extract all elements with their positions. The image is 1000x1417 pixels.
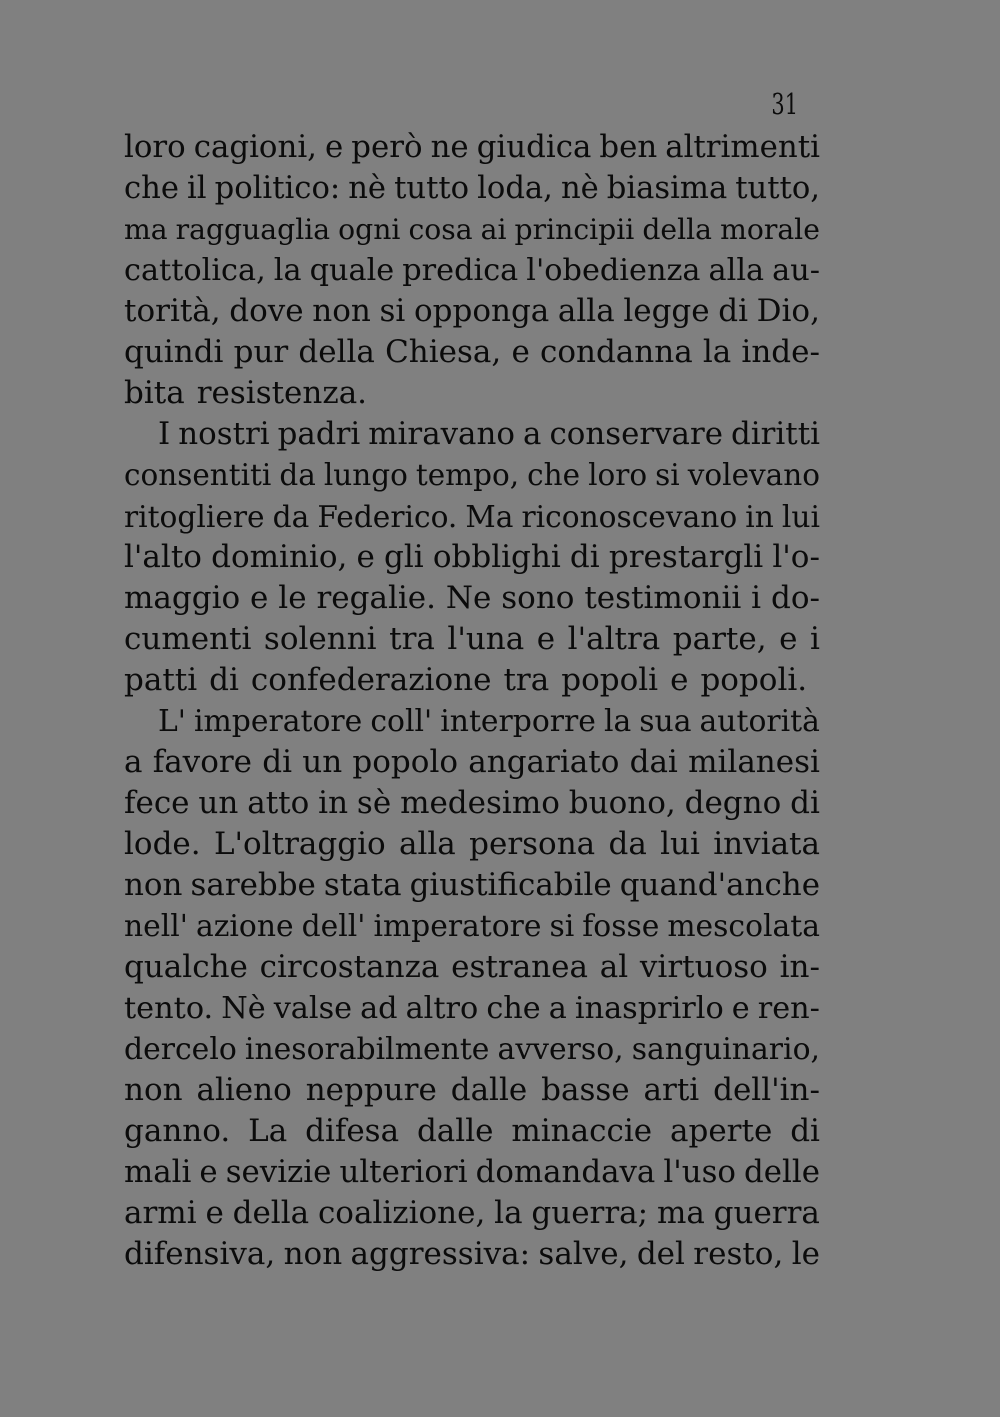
word: ma [656,1195,705,1231]
word: si [379,293,406,329]
word: e [199,1154,218,1190]
word: maggio [124,580,241,616]
word: dalle [416,1113,494,1149]
page-number: 31 [771,87,798,121]
word: cumenti [124,621,252,657]
text-line [124,619,820,660]
text-line [124,1234,820,1275]
word: che [486,991,541,1026]
body-text [124,127,820,1275]
text-line [124,537,820,578]
word: le [278,580,307,616]
word: l'obedienza [526,253,701,288]
text-line [124,947,820,988]
word: prestargli [608,539,764,575]
text-line [124,455,820,496]
word: diritti [731,416,820,452]
word: sua [639,704,692,739]
word: però [351,129,423,165]
word: in [745,499,774,534]
word: di [262,744,293,780]
word: di [790,1113,820,1149]
word: L' [158,704,186,739]
word: difesa [305,1113,400,1149]
word: popoli. [700,662,808,698]
word: ritogliere [124,499,265,534]
word: la [702,334,732,370]
word: di [790,785,820,821]
word: alieno [196,1072,292,1108]
text-line [124,1029,820,1070]
word: aggressiva: [350,1236,531,1272]
word: lui [660,826,700,862]
word: non [283,1236,343,1272]
text-line [124,1152,820,1193]
word: le [791,1236,820,1272]
word: valse [273,991,353,1026]
word: Ma [465,499,514,534]
word: volevano [687,458,820,492]
word: gli [384,539,424,575]
text-line [124,373,820,414]
word: confederazione [250,662,492,698]
word: stata [323,867,402,903]
word: di [209,662,239,698]
word: tempo, [415,458,520,492]
word: e [731,991,750,1026]
word: dell' [301,909,366,944]
word: da [279,458,316,492]
word: nostri [178,416,270,452]
word: sanguinario, [631,1032,820,1067]
word: la [603,704,632,739]
word: e [670,662,689,698]
word: sevizie [225,1154,332,1190]
text-line [124,291,820,332]
text-line [124,906,820,947]
word: giudica [476,129,592,165]
word: imperatore [373,909,542,944]
word: imperatore [194,704,363,739]
word: dai [629,744,678,780]
word: patti [124,662,198,698]
word: l'una [447,621,525,657]
word: a [124,744,143,780]
word: e [779,621,798,657]
word: biasima [606,171,728,206]
word: l'altra [567,621,661,657]
word: ben [599,129,658,165]
word: resistenza. [196,375,368,411]
text-line [124,660,820,701]
word: interporre [440,704,596,739]
word: di [569,539,600,575]
word: nè [560,171,599,206]
word: quale [309,253,395,288]
word: della [232,1195,310,1231]
word: altrimenti [665,129,820,165]
word: ad [360,991,398,1026]
word: legge [623,293,710,329]
word: conservare [549,416,723,452]
word: qualche [124,949,248,985]
word: regalie. [316,580,436,616]
text-line [124,250,820,291]
word: principii [514,213,635,246]
word: da [608,826,647,862]
word: non [312,293,371,329]
word: dalle [450,1072,528,1108]
word: in- [779,949,820,985]
word: popoli [561,662,659,698]
word: buono, [568,785,676,821]
word: coalizione, [317,1195,486,1231]
text-line [124,496,820,537]
word: torità, [124,293,221,329]
word: ogni [338,213,401,246]
word: domandava [475,1154,656,1190]
word: padri [277,416,361,452]
word: inde- [741,334,820,370]
word: si [655,458,680,492]
word: ragguaglia [175,213,331,246]
text-line [124,824,820,865]
word: della [642,213,713,246]
word: l'uso [663,1154,736,1190]
word: do- [770,580,820,616]
word: ne [430,129,469,165]
word: sono [501,580,575,616]
word: e [356,539,375,575]
word: al [599,949,629,985]
word: lode. [124,826,201,862]
word: di [718,293,749,329]
word: Ne [445,580,492,616]
word: nell' [124,909,188,944]
word: atto [247,785,310,821]
word: degno [684,785,782,821]
text-line [124,1193,820,1234]
word: inesorabilmente [244,1032,490,1067]
word: i [751,580,762,616]
word: loda, [477,171,553,206]
word: La [248,1113,288,1149]
word: ren- [757,991,820,1026]
word: la [494,1195,523,1231]
word: tutto, [735,171,820,206]
text-line [124,865,820,906]
word: solenni [263,621,377,657]
word: altro [405,991,479,1026]
word: Dio, [756,293,820,329]
word: autorità [699,704,820,739]
word: parte, [672,621,767,657]
word: riconoscevano [521,499,738,534]
word: resto, [693,1236,784,1272]
word: minaccie [511,1113,653,1149]
word: tento. [124,991,214,1026]
word: favore [152,744,253,780]
word: in [318,785,349,821]
word: tutto [394,171,470,206]
text-line [124,332,820,373]
word: alla [399,826,456,862]
word: salve, [538,1236,629,1272]
word: non [124,1072,183,1108]
text-line [124,1070,820,1111]
paragraph-start-line [124,414,820,455]
paragraph-start-line [124,701,820,742]
word: e [536,621,556,657]
word: consentiti [124,458,272,492]
word: dominio, [211,539,348,575]
word: sè [356,785,392,821]
word: delle [744,1154,820,1190]
word: inviata [713,826,820,862]
word: lungo [323,458,408,492]
word: ai [480,213,507,246]
word: l'alto [124,539,202,575]
word: guerra [713,1195,820,1231]
word: persona [469,826,596,862]
word: alla [708,253,765,288]
word: sarebbe [190,867,316,903]
word: che [527,458,581,492]
word: arti [643,1072,700,1108]
text-line [124,127,820,168]
word: ulteriori [339,1154,468,1190]
word: inasprirlo [574,991,724,1026]
word: armi [124,1195,197,1231]
word: si [549,909,575,944]
text-line [124,988,820,1029]
word: circostanza [259,949,440,985]
text-line [124,578,820,619]
word: fosse [582,909,660,944]
word: avverso, [497,1032,624,1067]
word: da [272,499,310,534]
word: quindi [124,334,224,370]
word: au- [772,253,820,288]
word: nè [348,171,387,206]
word: predica [402,253,519,288]
text-line [124,742,820,783]
word: del [636,1236,685,1272]
text-line [124,209,820,250]
word: a [548,991,567,1026]
word: a [522,416,542,452]
word: un [302,744,343,780]
word: lui [781,499,820,534]
word: Chiesa, [385,334,502,370]
word: opponga [413,293,550,329]
word: ganno. [124,1113,231,1149]
word: che [124,171,179,206]
word: morale [720,213,820,246]
word: tra [503,662,550,698]
word: testimonii [584,580,742,616]
word: miravano [368,416,515,452]
word: giustificabile [409,867,612,903]
word: della [298,334,375,370]
word: medesimo [400,785,560,821]
word: e [325,129,344,165]
word: mali [124,1154,192,1190]
word: alla [557,293,615,329]
word: obblighi [432,539,561,575]
word: difensiva, [124,1236,276,1272]
word: dell'in- [713,1072,820,1108]
word: politico: [214,171,341,206]
word: un [198,785,239,821]
word: virtuoso [639,949,768,985]
word: milanesi [688,744,820,780]
word: Federico. [317,499,458,534]
word: estranea [451,949,588,985]
word: azione [195,909,294,944]
word: guerra; [531,1195,649,1231]
word: la [273,253,302,288]
word: angariato [468,744,620,780]
text-line [124,783,820,824]
word: cagioni, [193,129,317,165]
word: il [187,171,207,206]
word: l'o- [772,539,820,575]
word: I [158,416,171,452]
word: e [511,334,530,370]
word: dove [229,293,304,329]
word: non [124,867,183,903]
word: dercelo [124,1032,237,1067]
word: quand'anche [619,867,820,903]
text-line [124,168,820,209]
word: bita [124,375,185,411]
word: basse [541,1072,630,1108]
word: coll' [370,704,433,739]
word: L'oltraggio [213,826,386,862]
word: ma [124,213,168,246]
word: aperte [670,1113,773,1149]
word: e [205,1195,224,1231]
word: loro [124,129,186,165]
word: neppure [305,1072,437,1108]
word: fece [124,785,190,821]
word: mescolata [667,909,820,944]
word: condanna [539,334,693,370]
word: tra [389,621,435,657]
word: pur [233,334,289,370]
word: popolo [352,744,459,780]
word: cattolica, [124,253,266,288]
word: i [809,621,820,657]
word: e [250,580,269,616]
word: loro [588,458,648,492]
text-line [124,1111,820,1152]
word: cosa [408,213,473,246]
word: Nè [221,991,266,1026]
